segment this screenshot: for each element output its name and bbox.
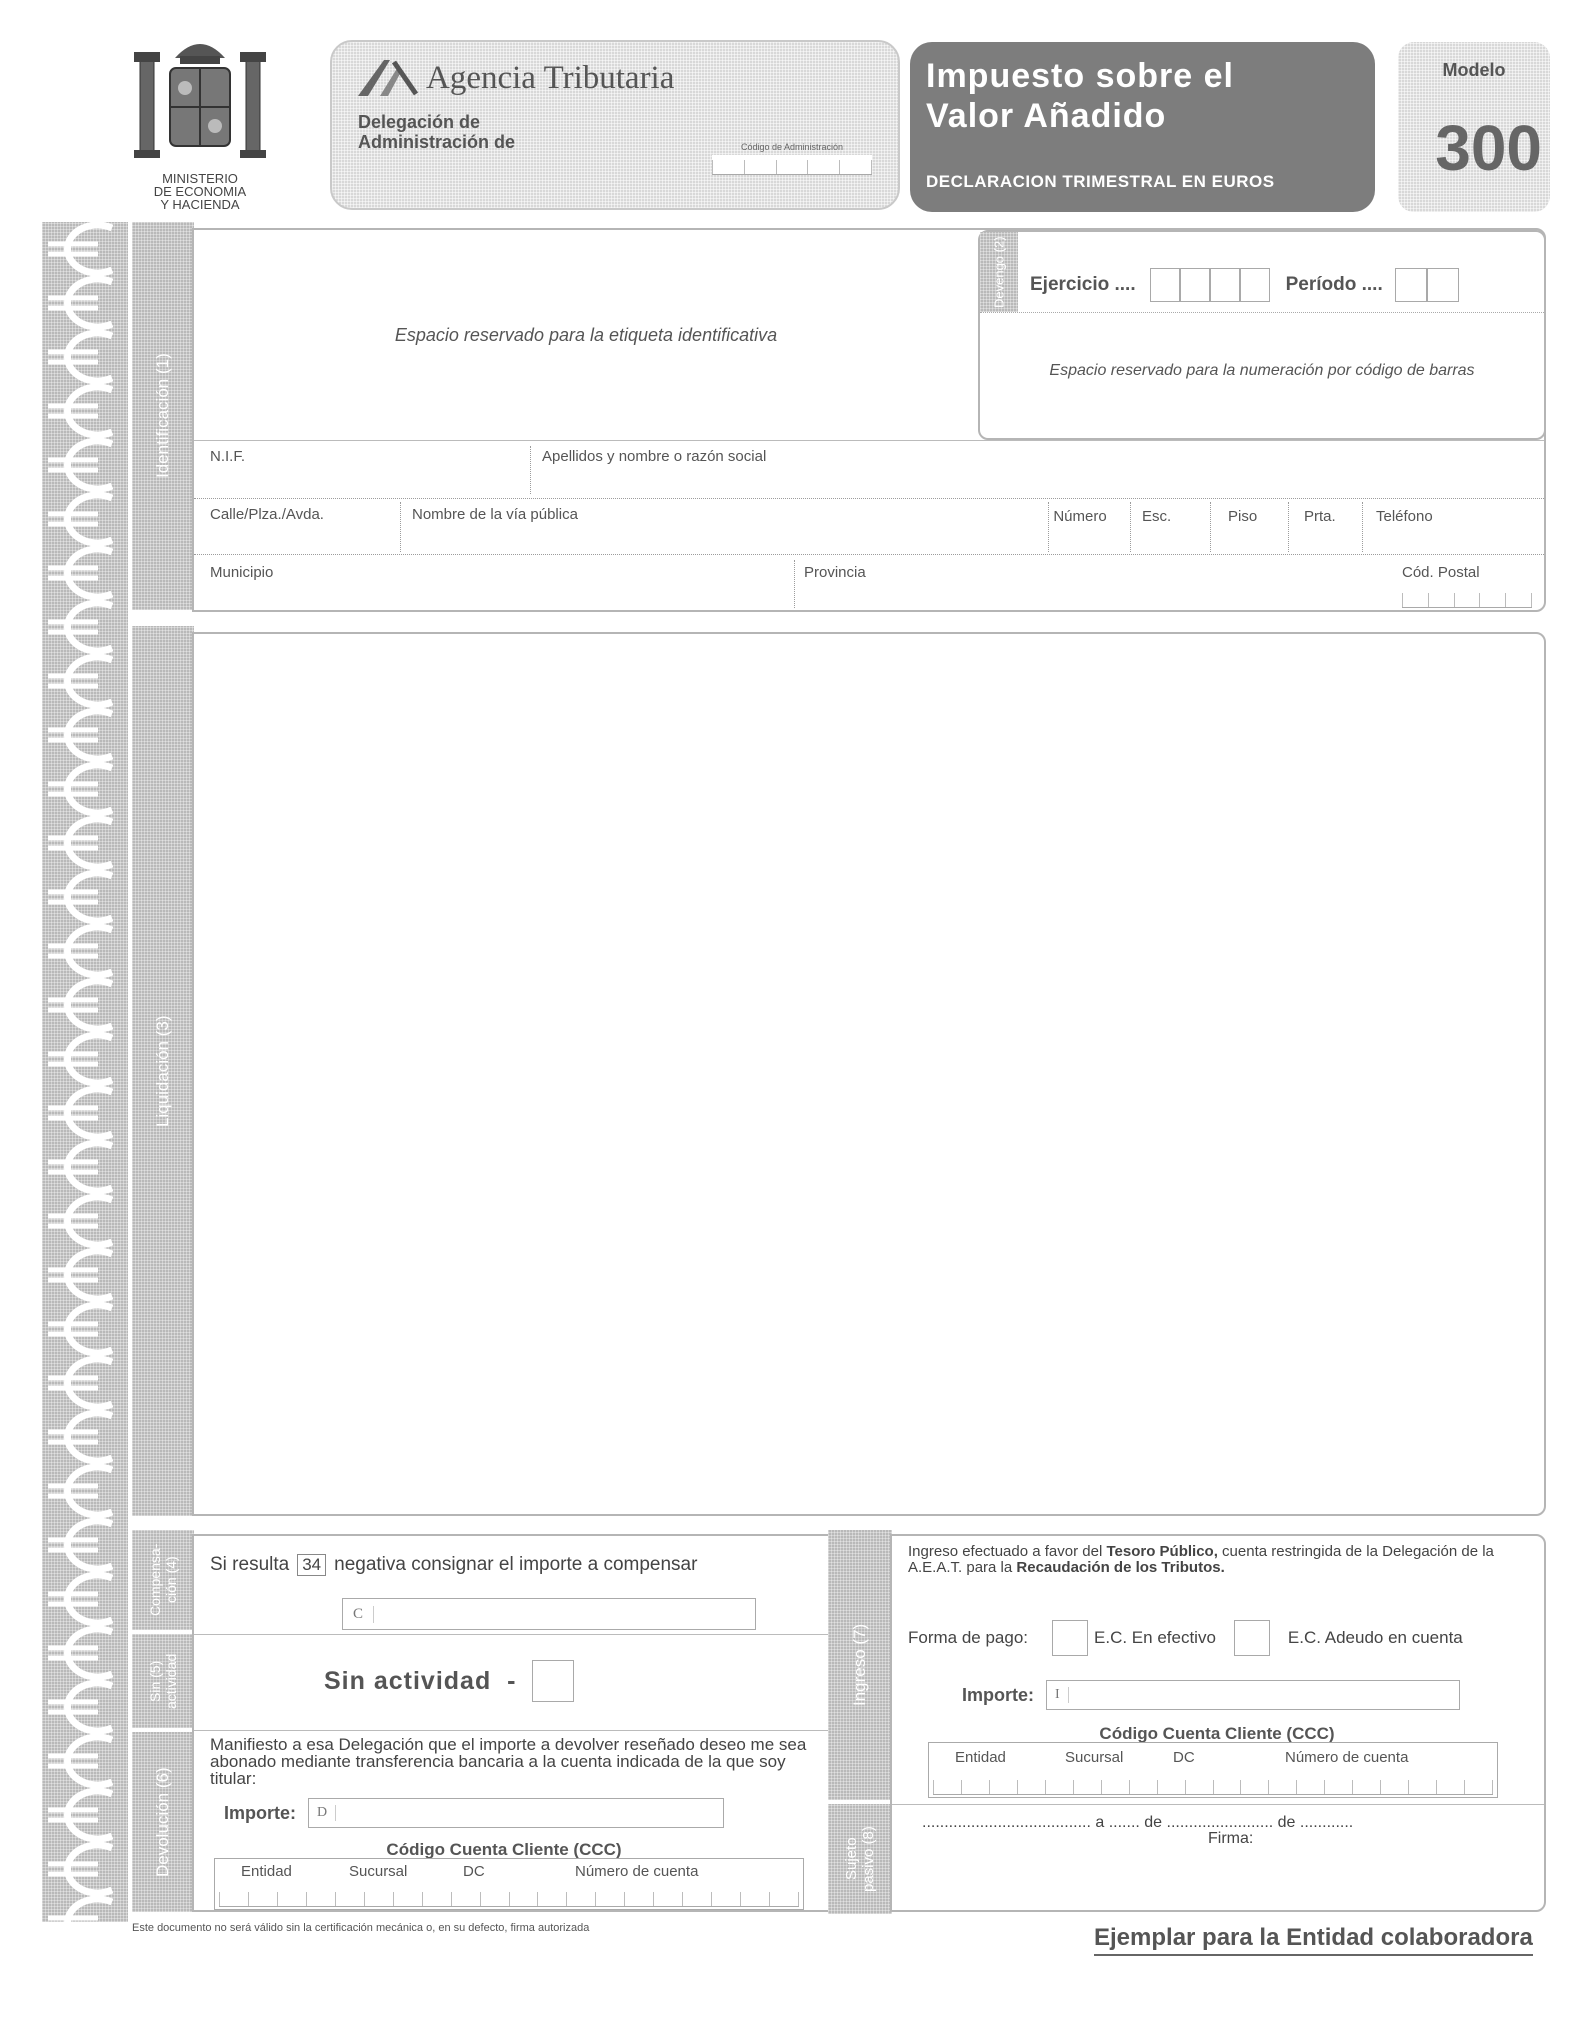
devolucion-importe-prefix: D <box>309 1805 336 1821</box>
coat-of-arms-icon <box>130 30 270 165</box>
ejercicio-input[interactable] <box>1150 268 1270 302</box>
calle-label: Calle/Plza./Avda. <box>210 506 324 523</box>
devolucion-ccc-title: Código Cuenta Cliente (CCC) <box>386 1840 622 1859</box>
ingreso-text-bold-1: Tesoro Público, <box>1106 1543 1218 1560</box>
modelo-number: 300 <box>1435 112 1542 184</box>
ingreso-importe-label: Importe: <box>962 1684 1034 1705</box>
ingreso-ccc-box[interactable] <box>928 1742 1498 1798</box>
fecha-line[interactable]: ...................................... a ....... de ........................ de ............ <box>922 1814 1354 1831</box>
devolucion-importe-label: Importe: <box>224 1802 296 1823</box>
euro-strip <box>42 222 128 1922</box>
devolucion-text: Manifiesto a esa Delegación que el importe a devolver reseñado deseo me sea abonado mediante transferencia bancaria a la cuenta indicada de la que soy titular: <box>210 1735 807 1788</box>
left-bottom-panel <box>192 1534 828 1912</box>
cod-postal-label: Cód. Postal <box>1402 564 1480 581</box>
right-bottom-panel <box>890 1534 1546 1912</box>
devengo-box <box>978 230 1546 440</box>
ministry-line-3: Y HACIENDA <box>160 197 240 212</box>
modelo-box <box>1398 42 1550 212</box>
firma-area[interactable] <box>908 1852 1528 1908</box>
agency-name: Agencia Tributaria <box>426 59 675 96</box>
administracion-label: Administración de <box>358 132 516 152</box>
apellidos-field[interactable] <box>534 442 1534 496</box>
devolucion-dc-label: DC <box>463 1863 485 1880</box>
euro-pattern-icon <box>42 222 128 1922</box>
identificacion-panel <box>192 228 1546 612</box>
sin-actividad-section-label: Sin (5) actividad <box>147 1653 179 1709</box>
devolucion-ccc-box[interactable] <box>214 1858 804 1910</box>
firma-label: Firma: <box>1208 1830 1254 1847</box>
municipio-label: Municipio <box>210 564 274 581</box>
devolucion-importe-input[interactable] <box>308 1798 724 1828</box>
ministry-logo <box>130 30 270 215</box>
provincia-label: Provincia <box>804 564 866 581</box>
nif-field[interactable] <box>200 442 520 496</box>
periodo-label: Período .... <box>1285 274 1383 295</box>
agency-logo-icon <box>354 56 418 100</box>
title-line-2: Valor Añadido <box>926 97 1167 135</box>
ministry-line-1: MINISTERIO <box>162 171 238 186</box>
codigo-admin-input[interactable] <box>712 155 872 175</box>
sujeto-pasivo-section-label: Sujeto pasivo (8) <box>843 1826 877 1892</box>
telefono-field[interactable] <box>1366 500 1540 554</box>
delegacion-label: Delegación de <box>358 112 481 132</box>
periodo-input[interactable] <box>1395 268 1459 302</box>
barcode-text: Espacio reservado para la numeración por código de barras <box>1049 362 1475 379</box>
compensacion-prefix: C <box>343 1606 374 1623</box>
identificacion-section-label: Identificación (1) <box>153 353 172 479</box>
ingreso-numero-cuenta-label: Número de cuenta <box>1285 1749 1409 1766</box>
title-box <box>910 42 1375 212</box>
ingreso-text-part-2: cuenta restringida de la Delegación de la A.E.A.T. para la <box>908 1543 1494 1576</box>
ejemplar-label: Ejemplar para la Entidad colaboradora <box>1094 1924 1533 1956</box>
liquidacion-section-label: Liquidación (3) <box>153 1015 172 1127</box>
via-label: Nombre de la vía pública <box>412 506 578 523</box>
devolucion-sucursal-label: Sucursal <box>349 1863 408 1880</box>
ingreso-dc-label: DC <box>1173 1749 1195 1766</box>
compensacion-section-label: Compensa- ción (4) <box>147 1543 179 1617</box>
title-line-1: Impuesto sobre el <box>926 57 1234 95</box>
ingreso-ccc-title: Código Cuenta Cliente (CCC) <box>1099 1724 1335 1743</box>
provincia-field[interactable] <box>798 556 1318 610</box>
devolucion-section-label: Devolución (6) <box>153 1767 172 1877</box>
ingreso-importe-prefix: I <box>1047 1687 1069 1703</box>
ministry-line-2: DE ECONOMIA <box>153 184 247 199</box>
compensacion-text-before: Si resulta <box>210 1554 290 1575</box>
telefono-label: Teléfono <box>1376 508 1433 525</box>
via-field[interactable] <box>404 500 1044 554</box>
sin-actividad-checkbox[interactable] <box>532 1660 574 1702</box>
esc-label: Esc. <box>1142 508 1172 525</box>
ingreso-text <box>908 1544 1534 1576</box>
apellidos-label: Apellidos y nombre o razón social <box>542 448 767 465</box>
disclaimer-text: Este documento no será válido sin la certificación mecánica o, en su defecto, firma autorizada <box>132 1922 590 1934</box>
barcode-area <box>980 362 1544 380</box>
forma-pago-label: Forma de pago: <box>908 1628 1029 1647</box>
piso-label: Piso <box>1228 508 1258 525</box>
ingreso-section-label: Ingreso (7) <box>850 1623 869 1707</box>
sin-actividad-label: Sin actividad - <box>324 1666 517 1695</box>
ingreso-sucursal-label: Sucursal <box>1065 1749 1124 1766</box>
efectivo-checkbox[interactable] <box>1052 1620 1088 1656</box>
ingreso-importe-input[interactable] <box>1046 1680 1460 1710</box>
ingreso-text-part-1: Ingreso efectuado a favor del <box>908 1543 1107 1560</box>
agency-box <box>330 40 900 210</box>
title-subtitle: DECLARACION TRIMESTRAL EN EUROS <box>926 172 1275 191</box>
codigo-admin-label: Código de Administración <box>740 142 844 152</box>
ejercicio-label: Ejercicio .... <box>1030 274 1136 295</box>
devengo-label: Devengo (2) <box>991 236 1007 308</box>
devolucion-numero-cuenta-label: Número de cuenta <box>575 1863 699 1880</box>
etiqueta-text: Espacio reservado para la etiqueta identificativa <box>394 324 778 345</box>
ingreso-entidad-label: Entidad <box>955 1749 1006 1766</box>
modelo-label: Modelo <box>1442 60 1506 80</box>
nif-label: N.I.F. <box>210 448 246 465</box>
adeudo-checkbox[interactable] <box>1234 1620 1270 1656</box>
municipio-field[interactable] <box>200 556 790 610</box>
devolucion-entidad-label: Entidad <box>241 1863 292 1880</box>
compensacion-text-after: negativa consignar el importe a compensar <box>334 1554 698 1575</box>
adeudo-label: E.C. Adeudo en cuenta <box>1287 1628 1463 1647</box>
efectivo-label: E.C. En efectivo <box>1094 1628 1216 1647</box>
prta-label: Prta. <box>1304 508 1336 525</box>
etiqueta-area[interactable] <box>194 230 978 440</box>
cod-postal-input[interactable] <box>1402 588 1532 608</box>
compensacion-input[interactable] <box>342 1598 756 1630</box>
ingreso-text-bold-2: Recaudación de los Tributos. <box>1016 1559 1225 1576</box>
liquidacion-panel[interactable] <box>192 632 1546 1516</box>
numero-label: Número <box>1053 508 1107 525</box>
box-34-label: 34 <box>297 1554 326 1576</box>
